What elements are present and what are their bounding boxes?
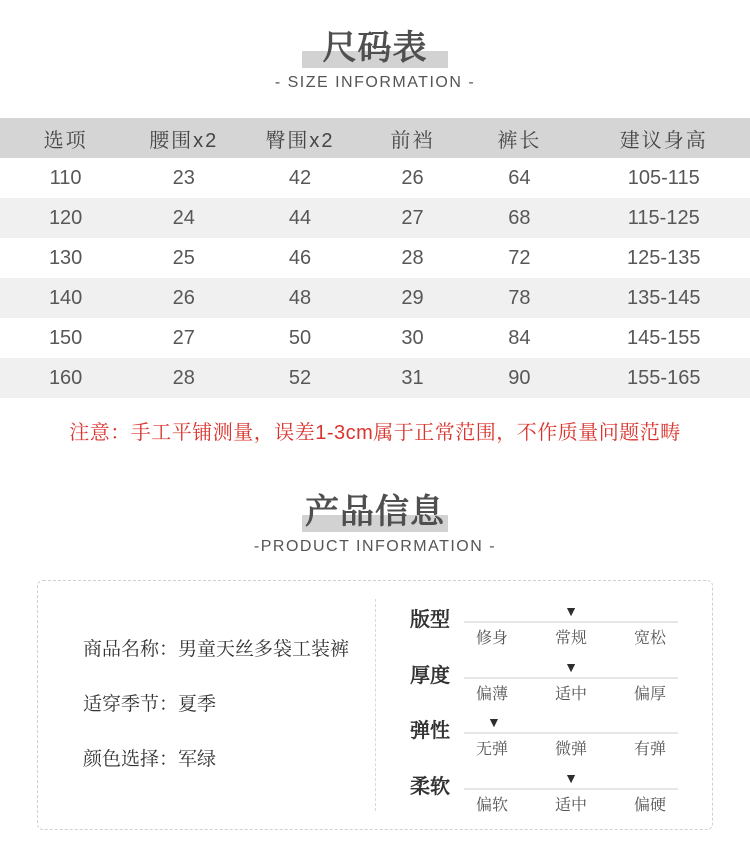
size-col-header: 选项 (0, 118, 131, 158)
attribute-option: 修身 (475, 630, 508, 647)
size-cell: 29 (401, 286, 424, 309)
size-cell: 68 (508, 206, 531, 229)
size-section-title-wrap (323, 27, 428, 69)
size-table-row (0, 198, 750, 238)
attribute-option: 偏软 (475, 796, 508, 814)
size-cell: 64 (508, 166, 531, 189)
attribute-option: 宽松 (633, 630, 666, 647)
size-table-row (0, 238, 750, 278)
size-cell: 125-135 (627, 246, 701, 269)
size-col-header: 裤长 (461, 118, 577, 158)
size-col-header: 前裆 (364, 118, 462, 158)
attribute-options (464, 629, 678, 648)
attribute-scale (464, 764, 678, 815)
product-section-header (0, 491, 750, 556)
attribute-option: 微弹 (554, 741, 587, 759)
attribute-row (410, 764, 678, 815)
attribute-option: 适中 (554, 796, 587, 814)
size-cell: 46 (288, 246, 312, 269)
size-cell: 26 (172, 286, 195, 309)
attribute-option: 适中 (554, 685, 587, 703)
attribute-options (464, 740, 678, 759)
size-cell: 44 (288, 206, 312, 229)
triangle-marker-icon: ▼ (564, 658, 578, 675)
size-section-subtitle: - SIZE INFORMATION - (274, 74, 476, 91)
size-table-header-row (0, 118, 750, 158)
attribute-scale (464, 708, 678, 759)
detail-value: 军绿 (178, 749, 217, 770)
size-col-header: 建议身高 (578, 118, 750, 158)
scale-line (464, 677, 678, 679)
detail-label: 适穿季节： (83, 694, 179, 715)
size-cell: 27 (401, 206, 424, 229)
attribute-option: 偏厚 (633, 685, 666, 703)
size-table-row (0, 358, 750, 398)
attribute-row (410, 597, 678, 648)
product-attributes (376, 581, 712, 829)
size-cell: 84 (508, 326, 531, 349)
product-section-title-wrap (305, 491, 445, 533)
size-cell: 160 (48, 366, 83, 389)
attribute-scale (464, 653, 678, 704)
attribute-option: 有弹 (633, 741, 666, 759)
size-cell: 72 (508, 246, 531, 269)
attribute-label: 柔软 (410, 775, 450, 798)
size-cell: 52 (288, 366, 312, 389)
attribute-option: 偏硬 (633, 796, 666, 814)
scale-line (464, 621, 678, 623)
attribute-scale (464, 597, 678, 648)
scale-line (464, 732, 678, 734)
detail-label: 颜色选择： (83, 749, 179, 770)
triangle-marker-icon: ▼ (487, 714, 501, 731)
triangle-marker-icon: ▼ (564, 603, 578, 619)
size-cell: 50 (288, 326, 312, 349)
size-cell: 23 (172, 166, 195, 189)
product-details (38, 581, 375, 829)
size-cell: 145-155 (627, 326, 701, 349)
detail-line (83, 749, 375, 771)
product-section-subtitle: -PRODUCT INFORMATION - (253, 538, 497, 555)
size-cell: 27 (172, 326, 195, 349)
product-section-title: 产品信息 (305, 493, 445, 531)
size-cell: 28 (401, 246, 424, 269)
size-cell: 130 (48, 246, 83, 269)
size-cell: 110 (49, 166, 82, 189)
size-cell: 150 (48, 326, 83, 349)
size-cell: 115-125 (627, 206, 700, 229)
size-table-row (0, 318, 750, 358)
detail-value: 夏季 (178, 694, 217, 715)
detail-label: 商品名称： (83, 639, 179, 660)
size-table-row (0, 278, 750, 318)
attribute-row (410, 653, 678, 704)
product-info-box (37, 580, 713, 830)
size-cell: 78 (508, 286, 531, 309)
size-table (0, 118, 750, 398)
size-cell: 24 (172, 206, 195, 229)
attribute-options (464, 796, 678, 815)
size-cell: 135-145 (627, 286, 701, 309)
attribute-option: 无弹 (475, 741, 508, 759)
attribute-label: 版型 (410, 609, 450, 631)
size-cell: 120 (48, 206, 83, 229)
detail-value: 男童天丝多袋工装裤 (178, 639, 350, 660)
measure-note: 注意：手工平铺测量，误差1-3cm属于正常范围，不作质量问题范畴 (69, 422, 681, 444)
scale-line (464, 788, 678, 790)
detail-line (83, 639, 375, 661)
triangle-marker-icon: ▼ (564, 769, 578, 786)
size-cell: 105-115 (627, 166, 700, 189)
size-col-header: 臀围x2 (236, 118, 364, 158)
size-cell: 48 (288, 286, 312, 309)
size-cell: 90 (508, 366, 531, 389)
size-cell: 25 (172, 246, 195, 269)
size-cell: 28 (172, 366, 195, 389)
size-cell: 30 (401, 326, 424, 349)
size-cell: 42 (288, 166, 312, 189)
size-cell: 26 (401, 166, 424, 189)
attribute-label: 厚度 (410, 664, 450, 687)
size-section-header (0, 0, 750, 92)
attribute-options (464, 685, 678, 704)
attribute-option: 常规 (554, 630, 587, 647)
size-cell: 155-165 (627, 366, 701, 389)
size-section-title: 尺码表 (322, 29, 428, 67)
size-cell: 140 (48, 286, 83, 309)
size-col-header: 腰围x2 (131, 118, 236, 158)
attribute-option: 偏薄 (475, 685, 508, 703)
attribute-row (410, 708, 678, 759)
attribute-label: 弹性 (410, 720, 450, 743)
size-cell: 31 (401, 366, 424, 389)
detail-line (83, 694, 375, 716)
size-table-row (0, 158, 750, 198)
